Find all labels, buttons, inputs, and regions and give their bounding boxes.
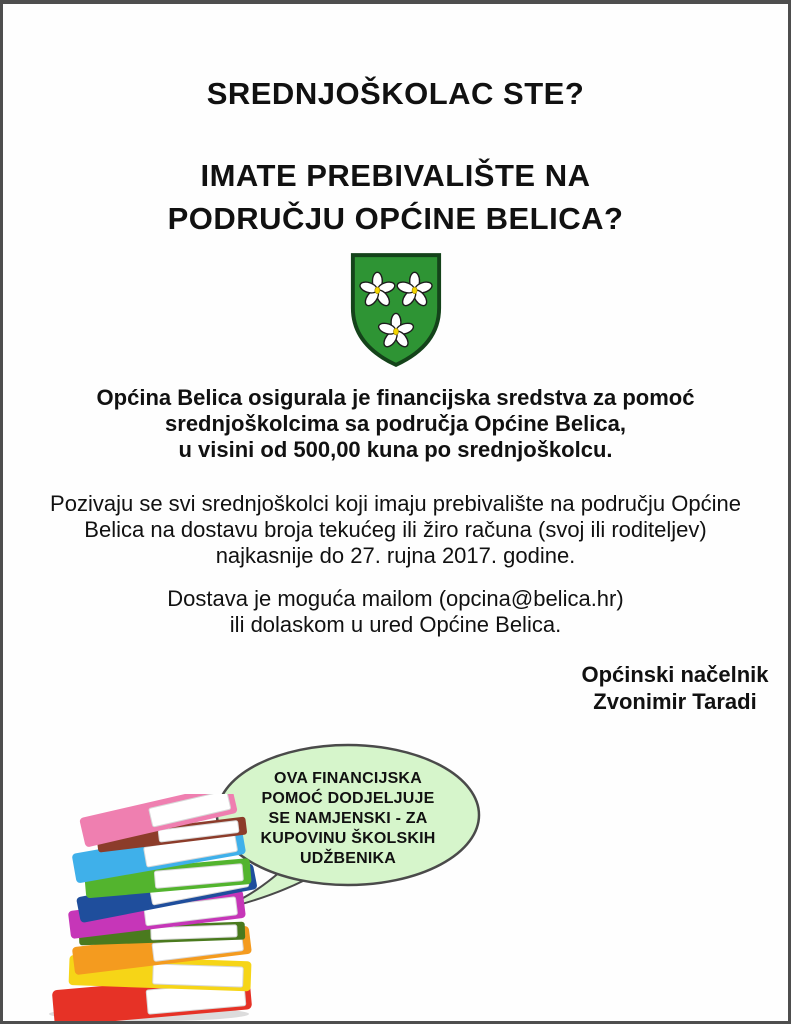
speech-bubble-line: KUPOVINU ŠKOLSKIH [260, 830, 436, 847]
heading-secondary [3, 154, 788, 240]
delivery-line: ili dolaskom u ured Općine Belica. [229, 612, 562, 637]
speech-bubble-text [235, 769, 461, 869]
signature-name: Zvonimir Taradi [593, 689, 757, 714]
invitation-line: Pozivaju se svi srednjoškolci koji imaju prebivalište na području Općine [50, 491, 741, 516]
intro-line: Općina Belica osigurala je financijska sredstva za pomoć [96, 385, 695, 410]
shield-shape [352, 255, 438, 365]
heading-secondary-line: IMATE PREBIVALIŠTE NA [200, 158, 591, 193]
signature-block [550, 661, 791, 715]
invitation-line: Belica na dostavu broja tekućeg ili žiro računa (svoj ili roditeljev) [84, 517, 707, 542]
signature-role: Općinski načelnik [581, 662, 769, 687]
heading-secondary-line: PODRUČJU OPĆINE BELICA? [167, 201, 624, 236]
invitation-line: najkasnije do 27. rujna 2017. godine. [215, 543, 576, 568]
delivery-line: Dostava je moguća mailom (opcina@belica.hr) [167, 586, 624, 611]
speech-bubble-line: OVA FINANCIJSKA [274, 770, 422, 787]
speech-bubble-line: POMOĆ DODJELJUJE [261, 790, 435, 807]
coat-of-arms-icon [347, 251, 445, 369]
coat-of-arms-container [3, 251, 788, 374]
book-stack-illustration [29, 794, 259, 1022]
intro-paragraph [3, 385, 788, 463]
heading-primary: SREDNJOŠKOLAC STE? [206, 76, 585, 111]
intro-line: srednjoškolcima sa područja Općine Belica, [165, 411, 626, 436]
intro-line: u visini od 500,00 kuna po srednjoškolcu. [178, 437, 613, 462]
speech-bubble-line: UDŽBENIKA [299, 850, 397, 867]
speech-bubble-line: SE NAMJENSKI - ZA [268, 810, 428, 827]
delivery-paragraph [3, 586, 788, 638]
invitation-paragraph [3, 491, 788, 569]
